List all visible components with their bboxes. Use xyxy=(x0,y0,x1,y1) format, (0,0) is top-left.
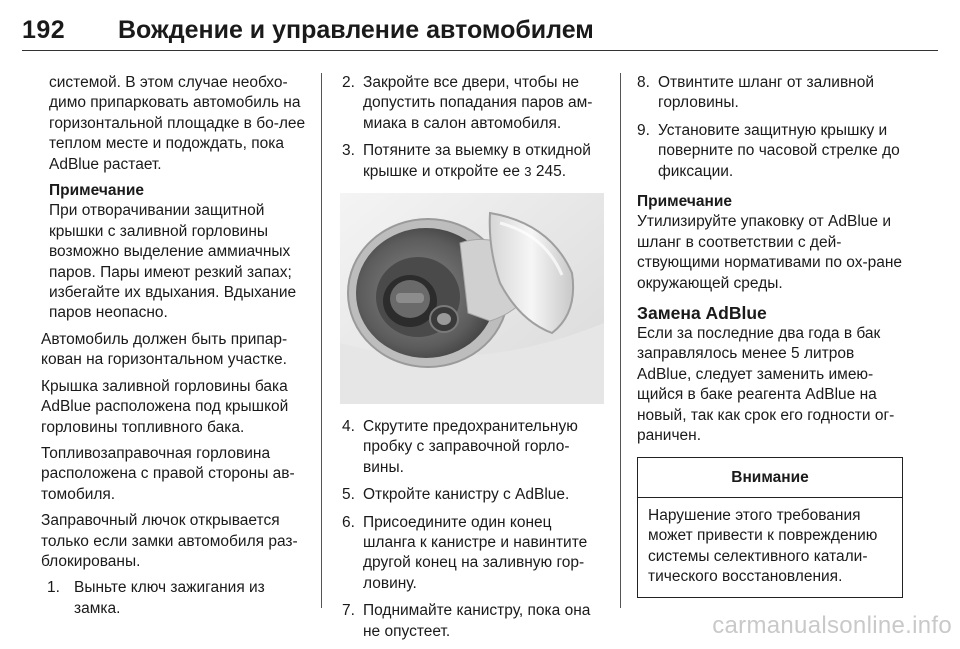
page-title: Вождение и управление автомобилем xyxy=(118,15,594,44)
page-number: 192 xyxy=(22,15,66,44)
step-text: Откройте канистру с AdBlue. xyxy=(363,486,570,504)
step-item xyxy=(342,73,604,134)
step-text: Установите защитную крышку и поверните по часовой стрелке до фиксации. xyxy=(658,121,900,180)
note-title: Примечание xyxy=(49,182,144,200)
step-text: Выньте ключ зажигания из замка. xyxy=(74,579,265,617)
column-3 xyxy=(637,73,903,598)
page-header xyxy=(22,10,938,51)
column-1 xyxy=(41,73,307,626)
paragraph: Крышка заливной горловины бака AdBlue расположена под крышкой горловины топливного бака. xyxy=(41,377,289,436)
step-item xyxy=(637,121,903,182)
page-reference-arrow-icon: 3 xyxy=(524,163,532,179)
step-item xyxy=(47,578,307,619)
step-item xyxy=(637,73,903,114)
step-text: Скрутите предохранительную пробку с заправочной горло-вины. xyxy=(363,418,578,476)
step-text: Потяните за выемку в откидной крышке и откройте ее xyxy=(363,142,591,180)
warning-text: Нарушение этого требования может привести к повреждению системы селективного катали-тического восстановления. xyxy=(648,506,878,586)
watermark: carmanualsonline.info xyxy=(712,612,952,639)
step-number: 9. xyxy=(637,121,650,139)
step-number: 1. xyxy=(47,579,60,597)
step-text: Отвинтите шланг от заливной горловины. xyxy=(658,74,875,112)
step-text: Поднимайте канистру, пока она не опустеет. xyxy=(363,602,591,640)
step-item xyxy=(342,513,604,595)
warning-box xyxy=(637,457,903,598)
paragraph: Автомобиль должен быть припар-кован на горизонтальном участке. xyxy=(41,330,288,369)
warning-title: Внимание xyxy=(638,458,902,498)
step-number: 8. xyxy=(637,74,650,91)
step-number: 3. xyxy=(342,142,355,160)
note-text: Утилизируйте упаковку от AdBlue и шланг в соответствии с дей-ствующими нормативами по ох-ране окружающей среды. xyxy=(637,213,903,292)
step-number: 4. xyxy=(342,418,355,436)
step-item xyxy=(342,417,604,478)
section-title: Замена AdBlue xyxy=(637,303,767,324)
column-divider xyxy=(620,73,621,608)
step-number: 7. xyxy=(342,602,355,620)
step-number: 5. xyxy=(342,486,355,504)
step-item xyxy=(342,141,604,182)
step-item xyxy=(342,485,604,505)
fuel-filler-photo xyxy=(340,193,604,404)
step-number: 2. xyxy=(342,74,355,91)
note xyxy=(637,192,903,294)
paragraph: системой. В этом случае необхо-димо припарковать автомобиль на горизонтальной площадке в бо-лее теплом месте и подождать, пока AdBlue растает. xyxy=(49,74,306,173)
step-text: Закройте все двери, чтобы не допустить попадания паров ам-миака в салон автомобиля. xyxy=(363,74,593,132)
column-2 xyxy=(342,73,604,649)
step-number: 6. xyxy=(342,513,355,531)
section-text: Если за последние два года в бак заправлялось менее 5 литров AdBlue, следует заменить имею-щийся в баке реагента AdBlue на новый, так как срок его годности ог-раничен. xyxy=(637,325,895,445)
note-text: При отворачивании защитной крышки с заливной горловины возможно выделение аммиачных паров. Пары имеют резкий запах; избегайте их вдыхания. Вдыхание паров неопасно. xyxy=(49,202,297,322)
page-reference[interactable]: 245. xyxy=(535,162,567,180)
note xyxy=(41,181,307,324)
step-text: Присоедините один конец шланга к канистре и навинтите другой конец на заливную гор-ловину. xyxy=(363,513,588,592)
paragraph: Заправочный лючок открывается только если замки автомобиля раз-блокированы. xyxy=(41,512,298,570)
paragraph: Топливозаправочная горловина расположена с правой стороны ав-томобиля. xyxy=(41,444,295,503)
step-item xyxy=(342,601,604,642)
column-divider xyxy=(321,73,322,608)
note-title: Примечание xyxy=(637,193,732,211)
